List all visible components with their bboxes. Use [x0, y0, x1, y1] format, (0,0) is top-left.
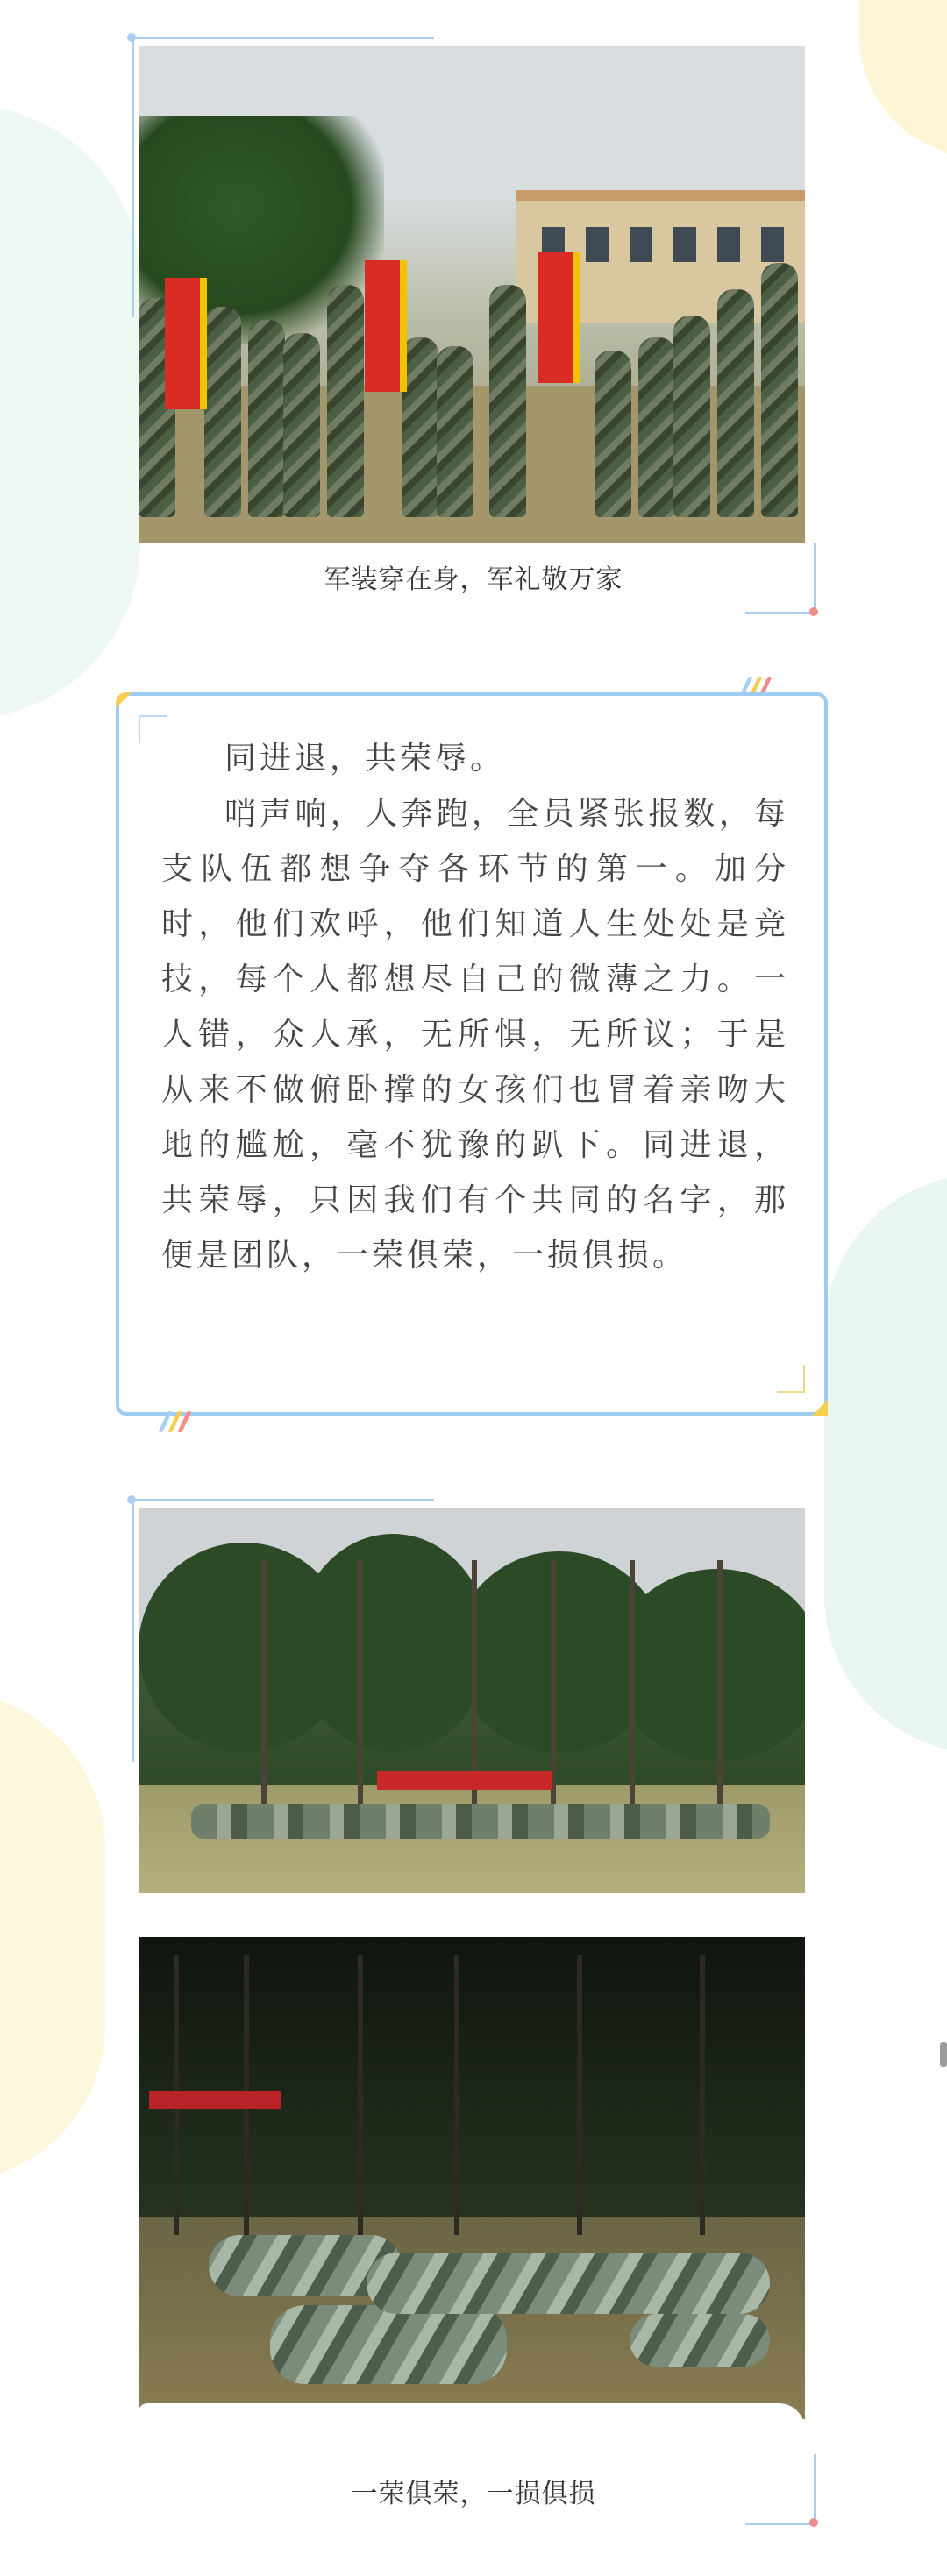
corner-dot-icon	[127, 1495, 136, 1504]
photo-caption-2: 一荣俱荣，一损俱损	[351, 2479, 596, 2509]
red-flag	[538, 252, 580, 383]
parade-photo	[139, 46, 805, 543]
frame-line-left	[132, 1499, 134, 1762]
pushup-photo-day	[139, 1508, 805, 1893]
photo-caption-1: 军装穿在身，军礼敬万家	[324, 564, 623, 595]
pushup-photo-night	[139, 1937, 805, 2419]
frame-line-bottom	[745, 2523, 815, 2525]
red-flag	[365, 260, 407, 392]
background-blob-left-bottom	[0, 1692, 105, 2182]
article-body	[161, 731, 789, 1283]
torn-paper-divider	[139, 1893, 805, 1928]
background-blob-right	[824, 1174, 947, 1753]
card-inner-corner	[777, 1365, 805, 1393]
red-banner	[149, 2091, 281, 2109]
corner-dot-icon	[809, 2518, 818, 2527]
scrollbar-thumb[interactable]	[940, 2042, 947, 2067]
stripes-decoration-icon	[163, 1411, 187, 1432]
red-banner	[377, 1771, 552, 1790]
frame-line-right	[814, 2454, 816, 2524]
red-flag	[165, 278, 207, 409]
card-corner-accent	[812, 1400, 828, 1416]
article-paragraph: 哨声响，人奔跑，全员紧张报数，每支队伍都想争夺各环节的第一。加分时，他们欢呼，他们知道人生处处是竞技，每个人都想尽自己的微薄之力。一人错，众人承，无所惧，无所议；于是从来不做俯卧撑的女孩们也冒着亲吻大地的尴尬，毫不犹豫的趴下。同进退，共荣辱，只因我们有个共同的名字，那便是团队，一荣俱荣，一损俱损。	[161, 796, 789, 1274]
frame-line-left	[132, 37, 134, 317]
torn-paper-divider	[139, 2403, 805, 2430]
corner-dot-icon	[809, 607, 818, 616]
pushup-row	[191, 1804, 770, 1839]
article-text-card	[116, 692, 828, 1416]
background-blob-top-right	[859, 0, 947, 158]
frame-line-top	[132, 1499, 434, 1501]
article-paragraph: 同进退，共荣辱。	[224, 741, 506, 777]
corner-dot-icon	[127, 33, 136, 42]
frame-line-top	[132, 37, 434, 39]
frame-line-bottom	[745, 612, 815, 614]
card-corner-accent	[116, 692, 132, 708]
background-blob-left-top	[0, 105, 140, 719]
